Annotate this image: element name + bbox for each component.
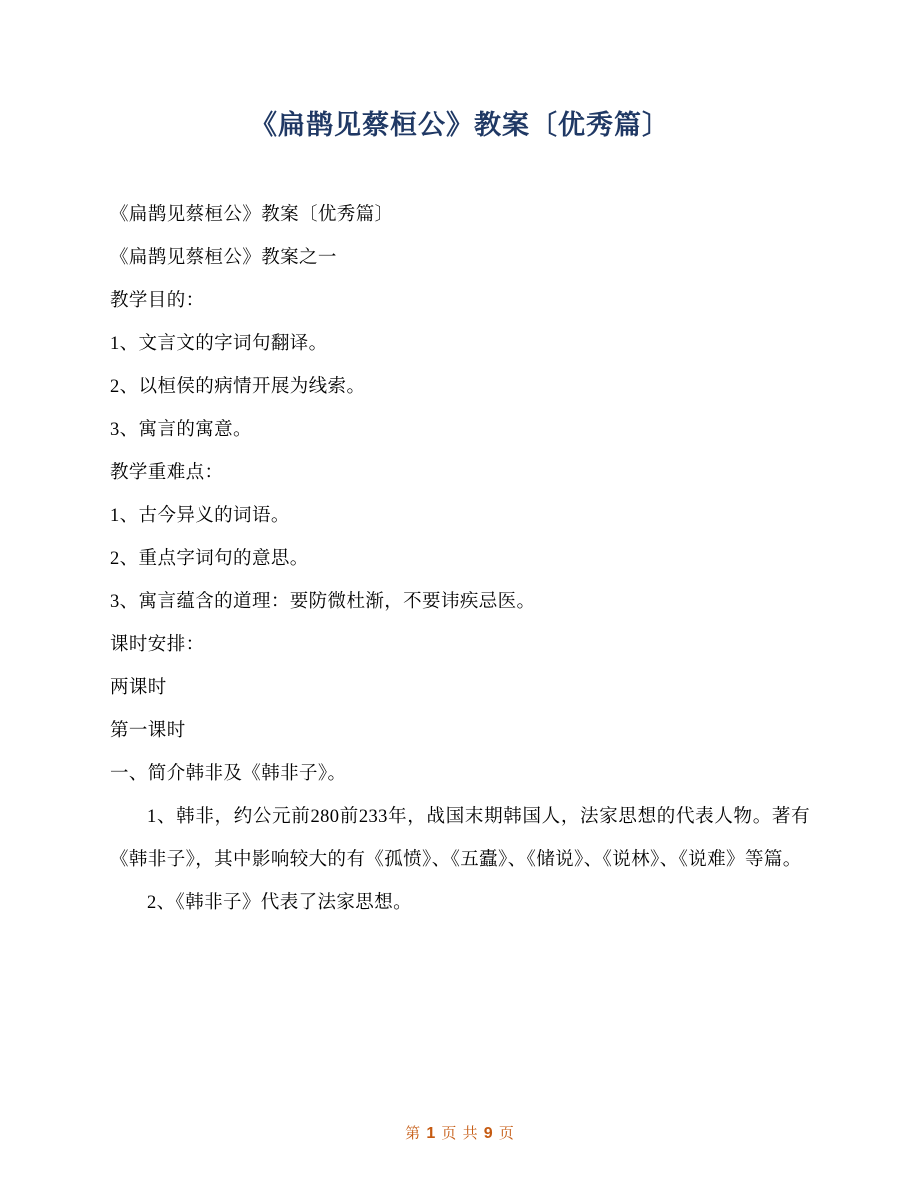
paragraph: 1、文言文的字词句翻译。 xyxy=(110,334,328,354)
footer-middle: 页 共 xyxy=(441,1125,479,1142)
footer-total-pages: 9 xyxy=(483,1125,494,1142)
paragraph: 一、简介韩非及《韩非子》。 xyxy=(110,764,347,784)
paragraph: 3、寓言的寓意。 xyxy=(110,420,252,440)
paragraph: 教学重难点： xyxy=(110,463,224,483)
footer-page-number: 1 xyxy=(426,1125,437,1142)
paragraph: 第一课时 xyxy=(110,721,186,741)
paragraph: 两课时 xyxy=(110,678,167,698)
footer-prefix: 第 xyxy=(405,1125,422,1142)
document-body xyxy=(110,194,810,925)
page-footer xyxy=(0,1122,920,1143)
footer-suffix: 页 xyxy=(498,1125,515,1142)
page-title: 《扁鹊见蔡桓公》教案〔优秀篇〕 xyxy=(250,110,670,140)
paragraph: 3、寓言蕴含的道理：要防微杜渐，不要讳疾忌医。 xyxy=(110,592,536,612)
paragraph: 教学目的： xyxy=(110,291,205,311)
paragraph: 2、重点字词句的意思。 xyxy=(110,549,309,569)
paragraph: 2、《韩非子》代表了法家思想。 xyxy=(147,893,413,913)
paragraph: 2、以桓侯的病情开展为线索。 xyxy=(110,377,366,397)
paragraph: 1、韩非，约公元前280前233年，战国末期韩国人，法家思想的代表人物。著有《韩非子》，其中影响较大的有《孤愤》、《五蠹》、《储说》、《说林》、《说难》等篇。 xyxy=(110,807,810,870)
paragraph: 1、古今异义的词语。 xyxy=(110,506,290,526)
paragraph: 课时安排： xyxy=(110,635,205,655)
paragraph: 《扁鹊见蔡桓公》教案之一 xyxy=(110,248,337,268)
paragraph: 《扁鹊见蔡桓公》教案〔优秀篇〕 xyxy=(110,205,394,225)
